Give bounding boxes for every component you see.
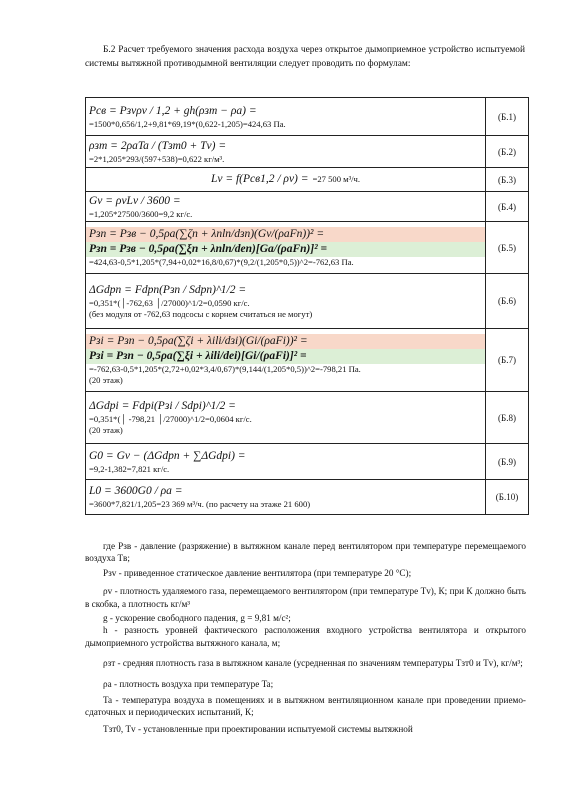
formula-highlighted-red: Pзn = Pзв − 0,5ρa(∑ζn + λnln/dзn)(Gv/(ρaFn))² =	[86, 227, 485, 242]
equation-number: (Б.10)	[486, 480, 529, 515]
equation-number: (Б.2)	[486, 136, 529, 168]
formula: ρзт = 2ρaTa / (Tзт0 + Tv) =	[89, 139, 227, 152]
equation-number: (Б.3)	[486, 168, 529, 192]
calculation: =-762,63-0,5*1,205*(2,72+0,02*3,4/0,67)*(9,144/(1,205*0,5))^2=-798,21 Па.	[89, 364, 361, 374]
calculation-note: (20 этаж)	[89, 375, 123, 385]
formula-row	[86, 274, 529, 329]
formula: L0 = 3600G0 / ρa =	[89, 485, 183, 497]
definition-item: ρv - плотность удаляемого газа, перемещаемого вентилятором (при температуре Tv), К; при К должно быть в скобка, а плотность кг/м³	[85, 586, 526, 609]
equation-number: (Б.6)	[486, 274, 529, 329]
formula-highlighted-green: Pзi = Pзn − 0,5ρa(∑ξi + λili/dei)[Gi/(ρaFi)]² =	[86, 349, 485, 364]
formula-row	[86, 392, 529, 444]
definition-item: Tзт0, Tv - установленные при проектировании испытуемой системы вытяжной	[103, 723, 413, 734]
equation-number: (Б.8)	[486, 392, 529, 444]
calculation: =0,351*(│-762,63 │/27000)^1/2=0,0590 кг/с.	[89, 297, 250, 308]
formula-row	[86, 444, 529, 480]
equation-number: (Б.4)	[486, 192, 529, 222]
calculation-note: (без модуля от -762,63 подсосы с корнем считаться не могут)	[89, 308, 313, 319]
definition-item: g - ускорение свободного падения, g = 9,81 м/с²;	[103, 613, 291, 624]
definition-item: ρзт - средняя плотность газа в вытяжном канале (усредненная по значениям температуры Tзт0 и Tv), кг/м³;	[103, 658, 523, 669]
intro-paragraph	[85, 44, 525, 71]
calculation: =0,351*(│ -798,21 │/27000)^1/2=0,0604 кг/с.	[89, 414, 252, 424]
formula-table	[85, 97, 529, 515]
calculation: =3600*7,821/1,205=23 369 м³/ч. (по расчету на этаже 21 600)	[89, 499, 311, 509]
formula-row	[86, 222, 529, 274]
formula: Lv = f(Pсв1,2 / ρv) =	[210, 173, 309, 185]
equation-number: (Б.9)	[486, 444, 529, 480]
formula-row	[86, 98, 529, 136]
calculation: =27 500 м³/ч.	[312, 174, 361, 184]
definition-item: ρa - плотность воздуха при температуре Ta;	[103, 678, 274, 689]
definitions-block	[85, 540, 526, 735]
definition-item: Pзv - приведенное статическое давление вентилятора (при температуре 20 °C);	[103, 567, 412, 578]
formula-highlighted-green: Pзn = Pзв − 0,5ρa(∑ξn + λnln/den)[Ga/(ρaFn)]² =	[86, 242, 485, 257]
formula-row	[86, 168, 529, 192]
definition-item: где Pзв - давление (разряжение) в вытяжном канале перед вентилятором при температуре перемещаемого воздуха Tв;	[85, 541, 526, 564]
equation-number: (Б.1)	[486, 98, 529, 136]
calculation: =9,2-1,382=7,821 кг/с.	[89, 463, 170, 474]
formula: G0 = Gv − (ΔGdpn + ∑ΔGdpi) =	[89, 449, 246, 462]
formula-row	[86, 136, 529, 168]
formula-row	[86, 480, 529, 515]
intro-text: Б.2 Расчет требуемого значения расхода воздуха через открытое дымоприемное устройство испытуемой системы вытяжной противодымной вентиляции следует проводить по формулам:	[85, 45, 525, 69]
formula: ΔGdpi = Fdpi(Pзi / Sdpi)^1/2 =	[89, 400, 236, 412]
calculation-note: (20 этаж)	[89, 425, 123, 435]
formula-highlighted-red: Pзi = Pзn − 0,5ρa(∑ζi + λili/dзi)(Gi/(ρaFi))² =	[86, 334, 485, 349]
formula: ΔGdpn = Fdpn(Pзn / Sdpn)^1/2 =	[89, 283, 247, 296]
calculation: =2*1,205*293/(597+538)=0,622 кг/м³.	[89, 153, 225, 164]
formula-row	[86, 329, 529, 392]
formula-row	[86, 192, 529, 222]
equation-number: (Б.5)	[486, 222, 529, 274]
calculation: =424,63-0,5*1,205*(7,94+0,02*16,8/0,67)*(9,2/(1,205*0,5))^2=-762,63 Па.	[89, 257, 354, 267]
calculation: =1500*0,656/1,2+9,81*69,19*(0,622-1,205)=424,63 Па.	[89, 118, 286, 129]
formula: Gv = ρvLv / 3600 =	[89, 194, 181, 207]
equation-number: (Б.7)	[486, 329, 529, 392]
definition-item: h - разность уровней фактического расположения входного устройства вентилятора и открытого дымоприемного устройства вытяжного канала, м;	[85, 625, 526, 648]
definition-item: Ta - температура воздуха в помещениях и в вытяжном вентиляционном канале при проведении приемо-сдаточных и периодических испытаний, К;	[85, 695, 526, 718]
calculation: =1,205*27500/3600=9,2 кг/с.	[89, 208, 193, 219]
formula: Pсв = Pзvρv / 1,2 + gh(ρзт − ρa) =	[89, 104, 257, 117]
